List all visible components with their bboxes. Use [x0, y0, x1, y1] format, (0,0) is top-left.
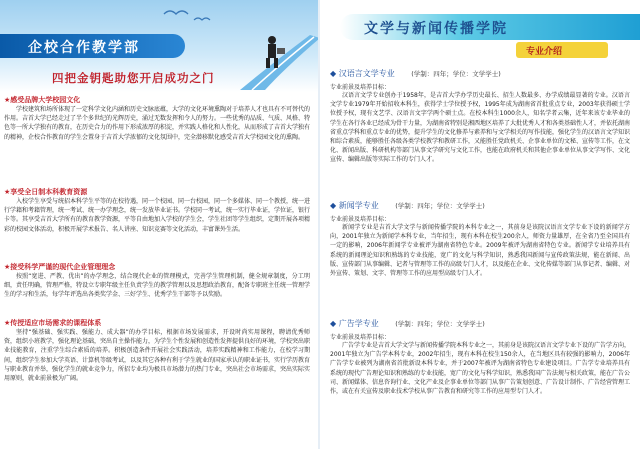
major-text-advertising: 广告学专业是吉首大学文学与新闻传播学院本科专业之一，其前身是该院汉语言文学专业下设的广告学方向，2001年独立为广告学本科专业，2002年招生，现有本科在校生150余人，在当地区具有较强的影响力，2006年广告学专业被列为湖南省首批新设本科专业，并于2007年被评为湖南省特色专业建设项目。广告学专业培养具有系统的现代广告理论知识和熟练的专业技能，宽广的文化与科学知识，熟悉我国广告法规与相关政策，能在广告公司、新闻媒体、信息咨询行业、文化产业及企事业单位等部门从事广告策划创意、广告设计制作、广告经营管理工作，或在有关宣传及职业技术学校从事广告教育和研究等工作的应用型专门人才。	[330, 342, 631, 396]
seagull-icon	[160, 4, 220, 28]
right-banner-title: 文学与新闻传播学院	[364, 21, 508, 37]
major-heading-chinese	[330, 68, 501, 79]
section-text-campus-culture: 学校建筑和场所体现了一定科学文化内涵和历史文脉底蕴，大学的文化环境熏陶对于培养人才也具有不可替代的作用。吉首大学已经走过了半个多世纪的光辉历史，涌过无数发挥和令人的努力。一些优秀的品质、气质、风格、特色等一所大学独有的教育，在历史合力的作用下形成浓厚的积淀，并实践人格化和人性化，从而形成了吉首大学独有的精神，企校合作教育的学生会置身于吉首大学浓郁的文化氛围中，完全潜移默化感受吉首大学校园文化的熏陶。	[4, 106, 311, 141]
major-meta-journalism: (学制：四年；学位：文学学士)	[395, 202, 485, 210]
diamond-icon: ◆	[330, 69, 337, 78]
left-banner-title: 企校合作教学部	[28, 40, 140, 56]
right-banner	[340, 14, 640, 40]
major-text-journalism: 新闻学专业是吉首大学文学与新闻传播学院的本科专业之一，其前身是该院汉语言文学专业下设的新闻学方向，2001年独立为新闻学本科专业，当年招生，现有本科在校生200余人，师资力量雄厚，在全省乃至全国具有一定的影响，2006年新闻学专业被评为湖南省特色专业。2009年被评为湖南省特色专业。新闻学专业培养具有系统的新闻理论知识和熟练的专业技能，宽广的文化与科学知识，熟悉我国新闻与宣传政策法规，能在新闻、出版、宣传部门从事编辑、记者与管理等工作的高级专门人才，以及能在企业、文化传媒等部门从事记者、编辑、对外宣传、策划、文字、管理等工作的应用型高级专门人才。	[330, 224, 631, 278]
major-name-chinese: 汉语言文学专业	[338, 69, 395, 78]
major-meta-chinese: (学制：四年；学位：文学学士)	[411, 70, 501, 78]
section-text-management: 按照“宽进、严教、优出”的办学理念，结合现代企业的管理模式，完善学生管理机制，健全规章制度，分工明细，责任明确，管理严格，特设立专职年级主任负责学生的教学管理以及思想政治教育，配备专职班主任统一管理学生的学习和生活，每学年评选出各类奖学金、三好学生、优秀学生干部等予以奖励。	[4, 273, 311, 299]
major-text-chinese: 汉语言文学专业创办于1958年，是吉首大学办学历史最长、招生人数最多、办学成绩最显著的专业。汉语言文学专业1979年开始招收本科生，获得学士学位授予权，1995年成为湖南省首批重点专业，2003年获得硕士学位授予权，现有文艺学、汉语言文字学两个硕士点。在校本科生1000余人，知名学者云集，近年来该专业毕业的学生在各行各业已经成为骨干力量，为湖南省特别是湘西地区培养了大批优秀人才和各类基础性人才，并依托湖南省重点学科和重点专业的优势，提升学生的文化修养与素养和与文学相关的写作技能，强化学生的汉语言文学知识和综合素质，能够胜任各级各类学校教学和教研工作，又能胜任党政机关、企事业单位的文秘、宣传等工作，在文化、新闻出版、科研机构等部门从事文学研究与文化工作，也能在政府机关和其他企事业单位从事文学写作、文化宣传、编辑出版等实际工作的专门人才。	[330, 92, 631, 164]
major-label-advertising: 专业前景及培养目标：	[330, 334, 391, 341]
left-banner	[0, 34, 185, 58]
major-name-journalism: 新闻学专业	[338, 201, 379, 210]
right-subbanner	[516, 42, 608, 58]
major-label-journalism: 专业前景及培养目标：	[330, 216, 391, 223]
diamond-icon: ◆	[330, 201, 337, 210]
major-heading-journalism	[330, 200, 485, 211]
section-text-curriculum: 坚持“强基础、强实践、强能力、成大器”的办学目标，根据市场发展需求，开设时尚实用课程，聘请优秀师资，组织小班教学，强化理论基础，突出自主操作能力，为学生个性发展和创造性发挥提供良好的环境，学校突出职业技能教育，注重学生综合素质的培养。积极创造条件开展社会实践活动，培养实践精神和工作能力，在校学习期间，组织学生参加大学英语、计算机等级考试，以及其它各种有利于学生就业的国家承认的职业证书，实行学历教育与职业教育并举，强化学生的就业竞争力，所招专业均为极具市场潜力的热门专业，突出社会市场需求，突出实际实用原则，就业前景极为广阔。	[4, 329, 311, 383]
right-subbanner-title: 专业介绍	[526, 47, 563, 57]
major-label-chinese: 专业前景及培养目标：	[330, 84, 391, 91]
left-page	[0, 0, 318, 449]
major-name-advertising: 广告学专业	[338, 319, 379, 328]
major-meta-advertising: (学制：四年；学位：文学学士)	[395, 320, 485, 328]
diamond-icon: ◆	[330, 319, 337, 328]
section-title-campus-culture: ★感受品牌大学校园文化	[4, 96, 81, 104]
section-text-education-resources: 入校学生享受与统招本科学生平等的在校待遇，同一个校园、同一台校园，同一个多媒体、同一个教授，统一进行学籍和考籍管理，统一考试、统一办学理念，统一发放毕业证书。学校同一考试，统一实行毕业证，学位证，银行卡等。其享受吉首大学所有的教育教学资源，平等自由地加入学校的学生会，学生社团等学生组织，定期开展各项精彩的校园文体活动，积极开展学术报告、名人讲座、知识竞赛等文化活动，丰富课外生活。	[4, 198, 311, 233]
major-heading-advertising	[330, 318, 485, 329]
section-title-management: ★接受科学严谨的现代企业管理理念	[4, 263, 116, 271]
section-title-education-resources: ★享受全日制本科教育资源	[4, 188, 88, 196]
section-title-curriculum: ★传授适应市场需求的课程体系	[4, 319, 102, 327]
slogan: 四把金钥匙助您开启成功之门	[52, 71, 215, 85]
